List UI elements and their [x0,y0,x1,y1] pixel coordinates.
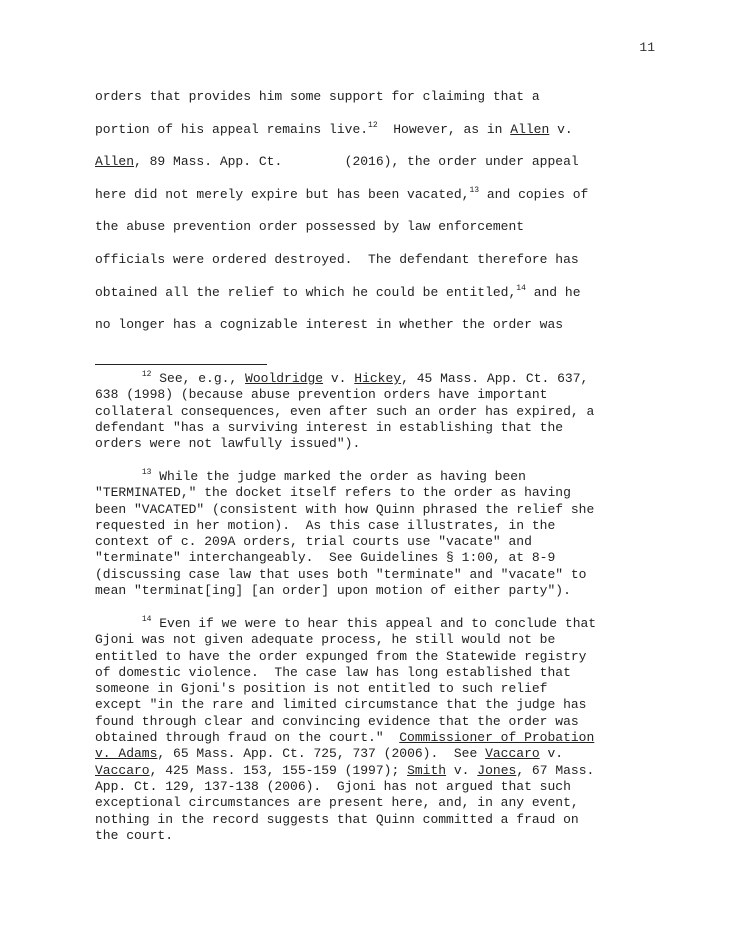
footnote-line [95,730,660,746]
footnote-line [95,567,660,583]
body-text [95,81,655,342]
body-line [95,81,655,114]
text-run: been "VACATED" (consistent with how Quinn phrased the relief she [95,501,595,517]
footnote-reference: 12 [368,120,378,130]
footnote-reference: 14 [516,283,526,293]
footnote-line [95,746,660,762]
footnote-line [95,632,660,648]
footnote-line [95,485,660,501]
footnote-line [95,812,660,828]
footnote-line [95,665,660,681]
text-run: (discussing case law that uses both "terminate" and "vacate" to [95,566,587,582]
text-run: "terminate" interchangeably. See Guidelines § 1:00, at 8-9 [95,550,556,566]
footnote-line [95,404,660,420]
footnote-line [95,469,660,485]
text-run: requested in her motion). As this case illustrates, in the [95,517,556,533]
case-name: Hickey [354,371,402,386]
text-run: v. [539,746,564,762]
footnote-line [95,518,660,534]
case-name: Vaccaro [485,746,540,762]
text-run: officials were ordered destroyed. The defendant therefore has [95,251,579,267]
footnote-line [95,763,660,779]
text-run: collateral consequences, even after such an order has expired, a [95,403,595,419]
text-run: no longer has a cognizable interest in whether the order was [95,317,564,333]
text-run: Gjoni was not given adequate process, he still would not be [95,632,556,648]
text-run: , 65 Mass. App. Ct. 725, 737 (2006). See [157,746,486,762]
case-name: Jones [477,762,517,778]
footnote-line [95,534,660,550]
body-line [95,146,655,179]
body-line [95,114,655,147]
footnote-line [95,697,660,713]
footnote-line [95,681,660,697]
text-run: nothing in the record suggests that Quinn committed a fraud on [95,811,579,827]
text-run: obtained through fraud on the court." [95,730,400,746]
text-run: context of c. 209A orders, trial courts use "vacate" and [95,534,532,550]
footnote-indent [95,469,142,484]
text-run: "TERMINATED," the docket itself refers to the order as having [95,485,571,501]
text-run: except "in the rare and limited circumstance that the judge has [95,697,587,713]
case-name: Wooldridge [245,371,324,386]
text-run: portion of his appeal remains live. [95,121,369,137]
text-run: See, e.g., [151,371,246,386]
text-run: and copies of [479,186,589,202]
footnote-line [95,795,660,811]
footnote-number: 12 [141,370,152,379]
text-run: exceptional circumstances are present here, and, in any event, [95,795,579,811]
body-line [95,277,655,310]
footnote-line [95,371,660,387]
text-run: 638 (1998) (because abuse prevention orders have important [95,387,548,403]
text-run: App. Ct. 129, 137-138 (2006). Gjoni has not argued that such [95,778,571,794]
footnote-line [95,583,660,599]
text-run: orders that provides him some support for claiming that a [95,89,540,104]
text-run: someone in Gjoni's position is not entitled to such relief [95,681,548,697]
text-run: , 425 Mass. 153, 155-159 (1997); [149,762,408,778]
body-line [95,309,655,342]
footnote-number: 14 [141,615,152,624]
body-line [95,244,655,277]
case-name: Commissioner of Probation [399,730,595,746]
text-run: , 45 Mass. App. Ct. 637, [401,371,589,386]
body-line [95,179,655,212]
footnote-13 [95,469,660,599]
text-run: and he [525,284,581,300]
footnote-indent [95,616,142,631]
case-name: Allen [510,121,550,137]
text-run: , 67 Mass. [516,762,595,778]
footnote-line [95,649,660,665]
case-name: Smith [407,762,447,778]
text-run: obtained all the relief to which he could be entitled, [95,284,517,300]
page-number: 11 [639,40,655,55]
text-run: While the judge marked the order as having been [151,469,526,484]
case-name: Allen [95,154,135,170]
text-run: the court. [95,827,174,843]
footnote-number: 13 [141,468,152,477]
text-run: v. [549,121,573,137]
case-name: Vaccaro [95,762,150,778]
footnote-line [95,550,660,566]
text-run: , 89 Mass. App. Ct. (2016), the order under appeal [134,154,579,170]
footnote-line [95,387,660,403]
footnote-line [95,779,660,795]
text-run: found through clear and convincing evidence that the order was [95,713,579,729]
text-run: However, as in [377,121,511,137]
text-run: the abuse prevention order possessed by law enforcement [95,219,525,235]
body-line [95,211,655,244]
text-run: v. [446,762,478,778]
text-run: here did not merely expire but has been vacated, [95,186,470,202]
text-run: entitled to have the order expunged from the Statewide registry [95,648,587,664]
footnote-line [95,828,660,844]
footnote-12 [95,371,660,452]
text-run: v. [323,371,355,386]
case-name: v. Adams [95,746,158,762]
footnote-line [95,714,660,730]
text-run: mean "terminat[ing] [an order] upon motion of either party"). [95,583,571,599]
footnote-line [95,502,660,518]
footnote-reference: 13 [469,185,480,195]
text-run: defendant "has a surviving interest in establishing that the [95,419,564,435]
footnote-line [95,436,660,452]
text-run: orders were not lawfully issued"). [95,436,361,452]
footnote-line [95,616,660,632]
text-run: Even if we were to hear this appeal and to conclude that [151,616,597,631]
text-run: of domestic violence. The case law has long established that [95,664,571,680]
footnote-line [95,420,660,436]
footnote-indent [95,371,142,386]
footnote-14 [95,616,660,844]
footnote-divider [95,364,267,365]
